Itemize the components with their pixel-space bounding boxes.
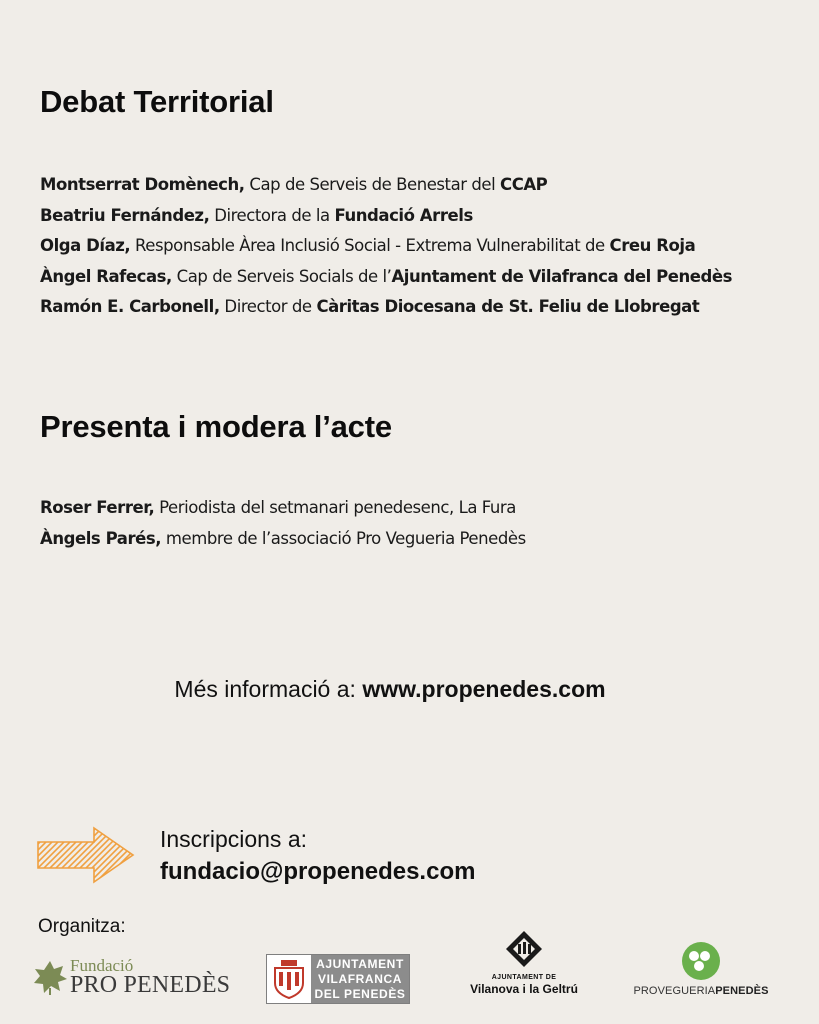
fundacio-small-text: Fundació bbox=[70, 956, 134, 975]
participant-role: Directora de la bbox=[209, 205, 335, 225]
registration-block bbox=[160, 823, 475, 889]
moderators-list bbox=[40, 493, 526, 554]
debate-participants bbox=[40, 170, 732, 323]
vilafranca-text bbox=[311, 955, 409, 1003]
moderator-name: Roser Ferrer, bbox=[40, 498, 155, 517]
provegueria-circle-icon bbox=[681, 941, 721, 981]
fundacio-big-text: PRO PENEDÈS bbox=[70, 972, 231, 998]
participant-row bbox=[40, 262, 732, 293]
participant-name: Montserrat Domènech, bbox=[40, 175, 245, 194]
vilafranca-shield-icon bbox=[271, 959, 307, 999]
participant-row bbox=[40, 231, 732, 262]
vilanova-emblem-icon bbox=[505, 930, 543, 968]
provegueria-text bbox=[628, 985, 774, 997]
provegueria-penedes-logo bbox=[628, 938, 774, 1000]
fundacio-pro-penedes-logo bbox=[32, 956, 232, 1000]
debate-title: Debat Territorial bbox=[40, 84, 274, 119]
participant-role: Director de bbox=[219, 297, 317, 316]
vilanova-pre: AJUNTAMENT DE bbox=[491, 974, 557, 981]
participant-name: Olga Díaz, bbox=[40, 236, 131, 255]
participant-role: Cap de Serveis de Benestar del bbox=[244, 175, 501, 194]
vilafranca-line: AJUNTAMENT bbox=[316, 957, 404, 971]
participant-org: Càritas Diocesana de St. Feliu de Llobregat bbox=[316, 297, 700, 316]
moderator-role: Periodista del setmanari penedesenc, La Fura bbox=[154, 498, 516, 517]
participant-name: Beatriu Fernández, bbox=[40, 205, 210, 225]
moderator-role: membre de l’associació Pro Vegueria Penedès bbox=[161, 528, 526, 548]
registration-label: Inscripcions a: bbox=[160, 826, 308, 852]
arrow-icon bbox=[36, 826, 136, 884]
moderator-row bbox=[40, 524, 526, 555]
provegueria-light: PROVEGUERIA bbox=[633, 985, 716, 997]
participant-org: Fundació Arrels bbox=[334, 205, 473, 225]
moderator-name: Àngels Parés, bbox=[40, 528, 162, 548]
vine-leaf-icon bbox=[32, 958, 68, 996]
participant-role: Cap de Serveis Socials de l’ bbox=[171, 266, 392, 286]
organizers-label: Organitza: bbox=[38, 916, 126, 937]
participant-org: Creu Roja bbox=[609, 236, 696, 255]
participant-role: Responsable Àrea Inclusió Social - Extrema Vulnerabilitat de bbox=[130, 236, 610, 255]
website-link[interactable]: www.propenedes.com bbox=[362, 676, 606, 702]
more-info-label: Més informació a: bbox=[174, 676, 363, 702]
moderator-row bbox=[40, 493, 526, 524]
vilafranca-line: VILAFRANCA bbox=[318, 972, 402, 986]
participant-row bbox=[40, 292, 732, 323]
participant-org: Ajuntament de Vilafranca del Penedès bbox=[391, 266, 732, 286]
ajuntament-vilafranca-logo bbox=[266, 954, 410, 1004]
participant-name: Àngel Rafecas, bbox=[40, 266, 172, 286]
provegueria-bold: PENEDÈS bbox=[715, 985, 769, 997]
moderators-title: Presenta i modera l’acte bbox=[40, 409, 392, 444]
ajuntament-vilanova-logo bbox=[468, 930, 580, 1000]
vilafranca-line: DEL PENEDÈS bbox=[314, 987, 406, 1001]
vilanova-name: Vilanova i la Geltrú bbox=[470, 982, 578, 996]
participant-name: Ramón E. Carbonell, bbox=[40, 297, 220, 316]
participant-org: CCAP bbox=[500, 175, 548, 194]
participant-row bbox=[40, 170, 732, 201]
participant-row bbox=[40, 201, 732, 232]
more-info bbox=[0, 676, 780, 703]
registration-email[interactable]: fundacio@propenedes.com bbox=[160, 858, 476, 885]
